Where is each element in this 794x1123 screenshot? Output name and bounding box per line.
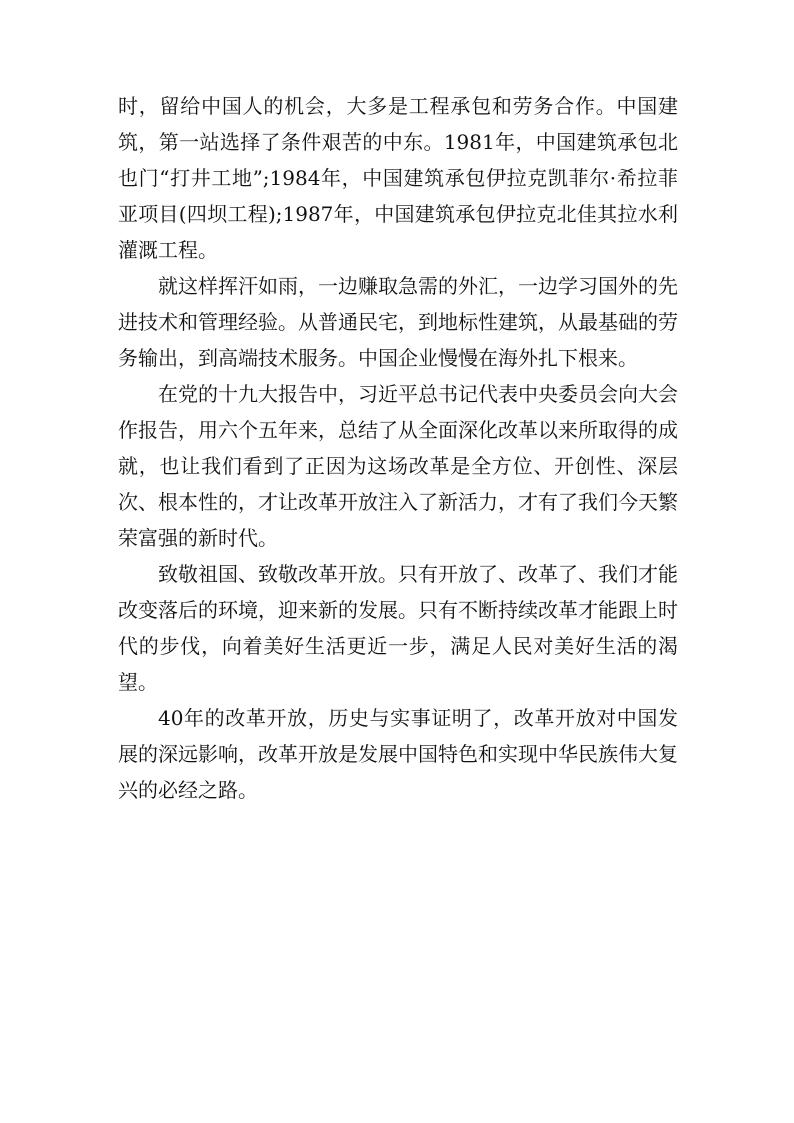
document-body [118,88,678,808]
paragraph-3: 在党的十九大报告中，习近平总书记代表中央委员会向大会作报告，用六个五年来，总结了从全面深化改革以来所取得的成就，也让我们看到了正因为这场改革是全方位、开创性、深层次、根本性的，才让改革开放注入了新活力，才有了我们今天繁荣富强的新时代。 [118,382,678,550]
paragraph-1: 时，留给中国人的机会，大多是工程承包和劳务合作。中国建筑，第一站选择了条件艰苦的中东。1981年，中国建筑承包北也门“打井工地”;1984年，中国建筑承包伊拉克凯菲尔·希拉菲亚项目(四坝工程);1987年，中国建筑承包伊拉克北佳其拉水利灌溉工程。 [118,94,678,262]
paragraph-4: 致敬祖国、致敬改革开放。只有开放了、改革了、我们才能改变落后的环境，迎来新的发展。只有不断持续改革才能跟上时代的步伐，向着美好生活更近一步，满足人民对美好生活的渴望。 [118,562,678,694]
paragraph-2: 就这样挥汗如雨，一边赚取急需的外汇，一边学习国外的先进技术和管理经验。从普通民宅，到地标性建筑，从最基础的劳务输出，到高端技术服务。中国企业慢慢在海外扎下根来。 [118,274,678,370]
paragraph-5: 40年的改革开放，历史与实事证明了，改革开放对中国发展的深远影响，改革开放是发展中国特色和实现中华民族伟大复兴的必经之路。 [118,706,678,802]
